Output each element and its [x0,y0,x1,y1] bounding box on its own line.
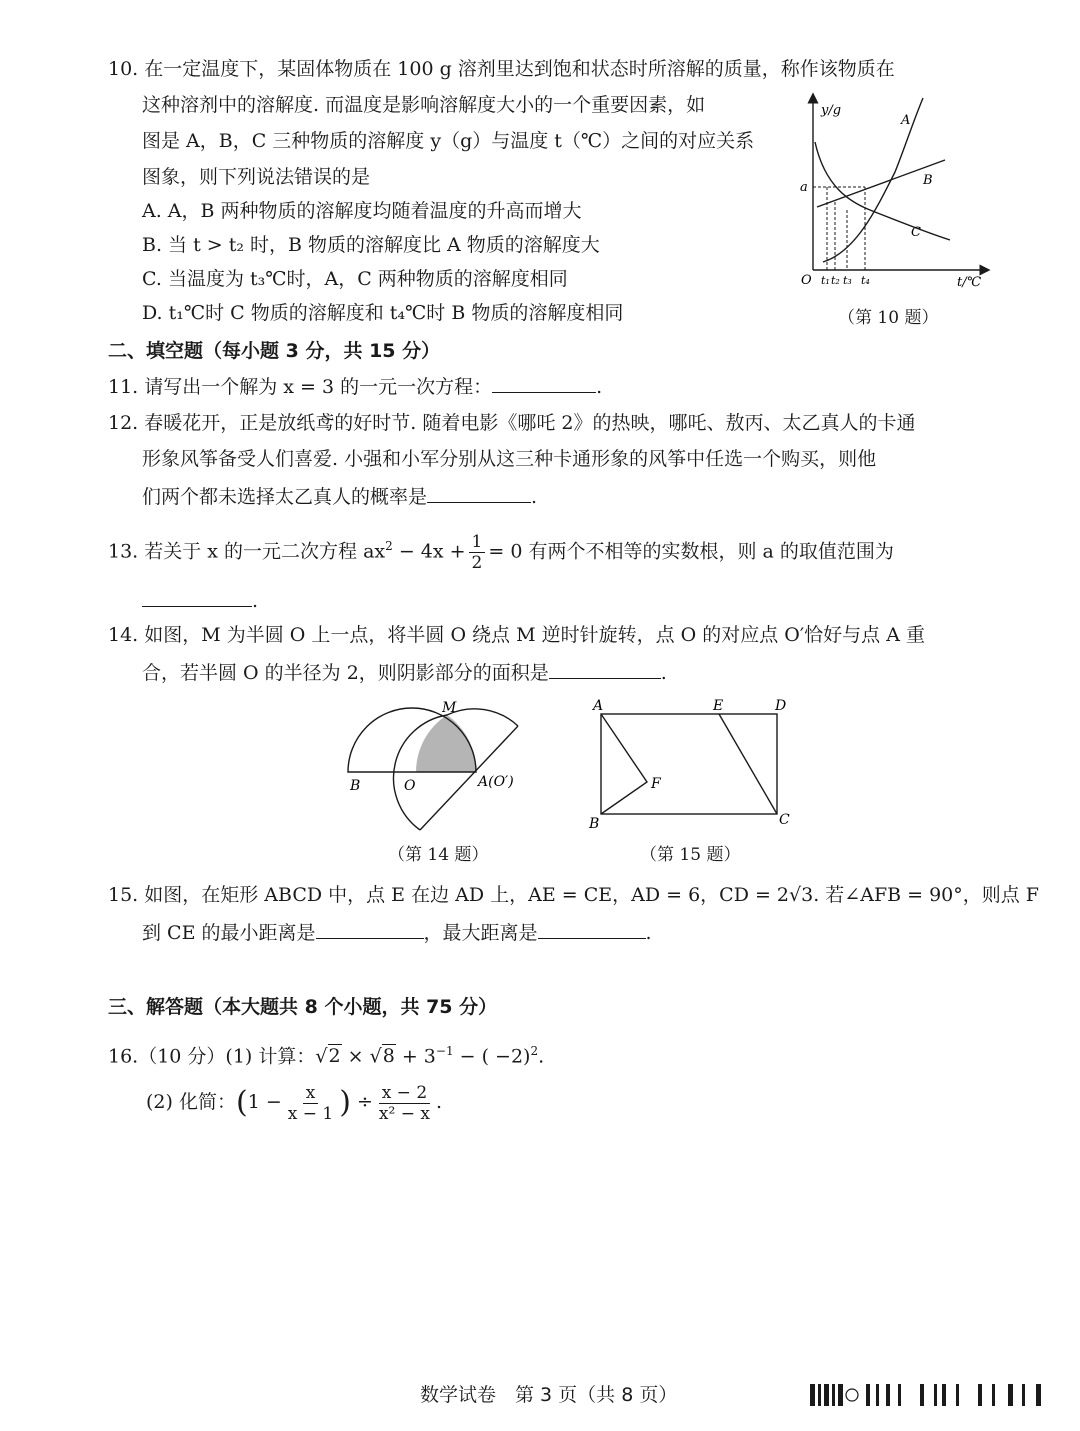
graph-curve-b-label: B [923,173,933,188]
label-f: F [651,776,661,792]
label-d: D [775,698,787,714]
q11-line [108,374,602,400]
q16-one-minus: 1 − [247,1091,282,1113]
q16-divide: ÷ [356,1091,373,1113]
q13-fraction-num: 1 [469,532,486,553]
q16-frac2-num: x − 2 [379,1083,430,1104]
q13-line [108,526,894,573]
label-a: A [593,698,604,714]
right-paren: ) [339,1085,351,1120]
sqrt-sign: √ [369,1045,382,1068]
q10-caption: （第 10 题） [838,308,939,328]
left-paren: ( [235,1085,248,1120]
q15-min-answer-blank[interactable] [316,920,424,939]
graph-t1: t₁ [821,274,830,287]
q13-mid: − 4x + [392,540,466,563]
q16-part2-pre: (2) 化简： [146,1091,236,1113]
q16-part2-end: . [435,1091,442,1113]
q14-end: . [660,662,667,684]
rotated-arc-top [447,709,518,726]
label-b: B [589,816,600,832]
q13-pre: 13. 若关于 x 的一元二次方程 ax [108,540,386,563]
q12-end: . [531,486,538,508]
q13-square: 2 [385,539,393,553]
barcode-mark [808,1380,1058,1410]
q13-answer-line [142,588,258,614]
page-footer: 数学试卷 第 3 页（共 8 页） [420,1384,678,1406]
q16-part2 [146,1080,442,1125]
q14-line2-text: 合，若半圆 O 的半径为 2，则阴影部分的面积是 [142,662,549,684]
q16-part1-pre: 16.（10 分）(1) 计算： [108,1045,316,1068]
q10-option-c: C. 当温度为 t₃℃时，A，C 两种物质的溶解度相同 [142,268,568,290]
q16-frac1-num: x [303,1083,319,1104]
label-a-o-prime: A(O′) [478,774,514,790]
graph-t2: t₂ [831,274,840,287]
q12-answer-blank[interactable] [427,484,531,503]
q13-fraction [469,532,486,573]
section-3-title: 三、解答题（本大题共 8 个小题，共 75 分） [108,996,498,1018]
q14-answer-blank[interactable] [549,660,661,679]
graph-origin: O [801,273,812,288]
graph-a-label: a [800,180,808,195]
q16-fraction-1 [285,1083,336,1124]
q12-line2: 形象风筝备受人们喜爱. 小强和小军分别从这三种卡通形象的风筝中任选一个购买，则他 [142,448,877,470]
q10-line3: 图是 A，B，C 三种物质的溶解度 y（g）与温度 t（℃）之间的对应关系 [142,130,755,152]
q13-fraction-den: 2 [471,552,483,573]
q10-line1: 10. 在一定温度下，某固体物质在 100 g 溶剂里达到饱和状态时所溶解的质量，称作该物质在 [108,58,895,80]
q13-answer-blank[interactable] [142,588,252,607]
q16-frac2-den: x² − x [378,1103,430,1124]
q11-answer-blank[interactable] [492,374,596,393]
q13-end: . [252,590,259,612]
q10-line2: 这种溶剂中的溶解度. 而温度是影响溶解度大小的一个重要因素，如 [142,94,706,116]
graph-curve-a-label: A [901,113,911,128]
q13-post: = 0 有两个不相等的实数根，则 a 的取值范围为 [488,540,894,563]
q10-option-a: A. A，B 两种物质的溶解度均随着温度的升高而增大 [142,200,582,222]
rectangle-abcd [601,714,777,814]
q15-max-answer-blank[interactable] [538,920,646,939]
q16-exp-neg1: −1 [435,1044,454,1058]
q15-end: . [645,922,652,944]
q14-caption: （第 14 题） [388,845,489,865]
segments-af-fb [601,714,647,814]
q12-line3 [142,484,537,510]
graph-ylabel: y/g [821,103,842,118]
q16-sqrt-2: 2 [328,1045,341,1068]
graph-curve-c-label: C [911,225,921,240]
q15-line2 [142,920,652,946]
graph-t3: t₃ [843,274,852,287]
label-b: B [350,778,361,794]
sqrt-sign: √ [315,1045,328,1068]
label-c: C [779,812,790,828]
graph-xlabel: t/℃ [957,275,982,290]
label-m: M [442,700,457,716]
q15-line2b: ，最大距离是 [423,922,538,944]
section-2-title: 二、填空题（每小题 3 分，共 15 分） [108,340,441,362]
q10-line4: 图象，则下列说法错误的是 [142,166,371,188]
q11-end: . [596,376,603,398]
q14-line1: 14. 如图，M 为半圆 O 上一点，将半圆 O 绕点 M 逆时针旋转，点 O 的对应点 O′恰好与点 A 重 [108,624,925,646]
q14-line2 [142,660,667,686]
label-e: E [713,698,724,714]
q10-solubility-graph [795,92,995,292]
q16-rest: − ( −2) [453,1045,531,1068]
q15-line2a: 到 CE 的最小距离是 [142,922,316,944]
q15-figure [585,696,795,832]
q15-caption: （第 15 题） [640,845,741,865]
q16-square: 2 [530,1044,539,1058]
q11-text: 11. 请写出一个解为 x = 3 的一元一次方程： [108,376,493,398]
graph-t4: t₄ [861,274,870,287]
q12-line3-text: 们两个都未选择太乙真人的概率是 [142,486,428,508]
q10-option-d: D. t₁℃时 C 物质的溶解度和 t₄℃时 B 物质的溶解度相同 [142,302,624,324]
q16-times: × [341,1045,370,1068]
q16-fraction-2 [376,1083,433,1124]
q16-part1 [108,1038,544,1069]
curve-c [815,142,950,240]
q15-line1: 15. 如图，在矩形 ABCD 中，点 E 在边 AD 上，AE = CE，AD = 6，CD = 2√3. 若∠AFB = 90°，则点 F [108,884,1039,906]
q16-sqrt-8: 8 [382,1045,395,1068]
q14-figure [340,700,540,840]
q16-frac1-den: x − 1 [287,1103,334,1124]
q16-part1-end: . [538,1045,545,1068]
q10-option-b: B. 当 t > t₂ 时，B 物质的溶解度比 A 物质的溶解度大 [142,234,600,256]
q16-plus-three: + 3 [395,1045,436,1068]
q12-line1: 12. 春暖花开，正是放纸鸢的好时节. 随着电影《哪吒 2》的热映，哪吒、敖丙、太乙真人的卡通 [108,412,916,434]
segment-ce [719,714,777,814]
label-o: O [404,778,416,794]
